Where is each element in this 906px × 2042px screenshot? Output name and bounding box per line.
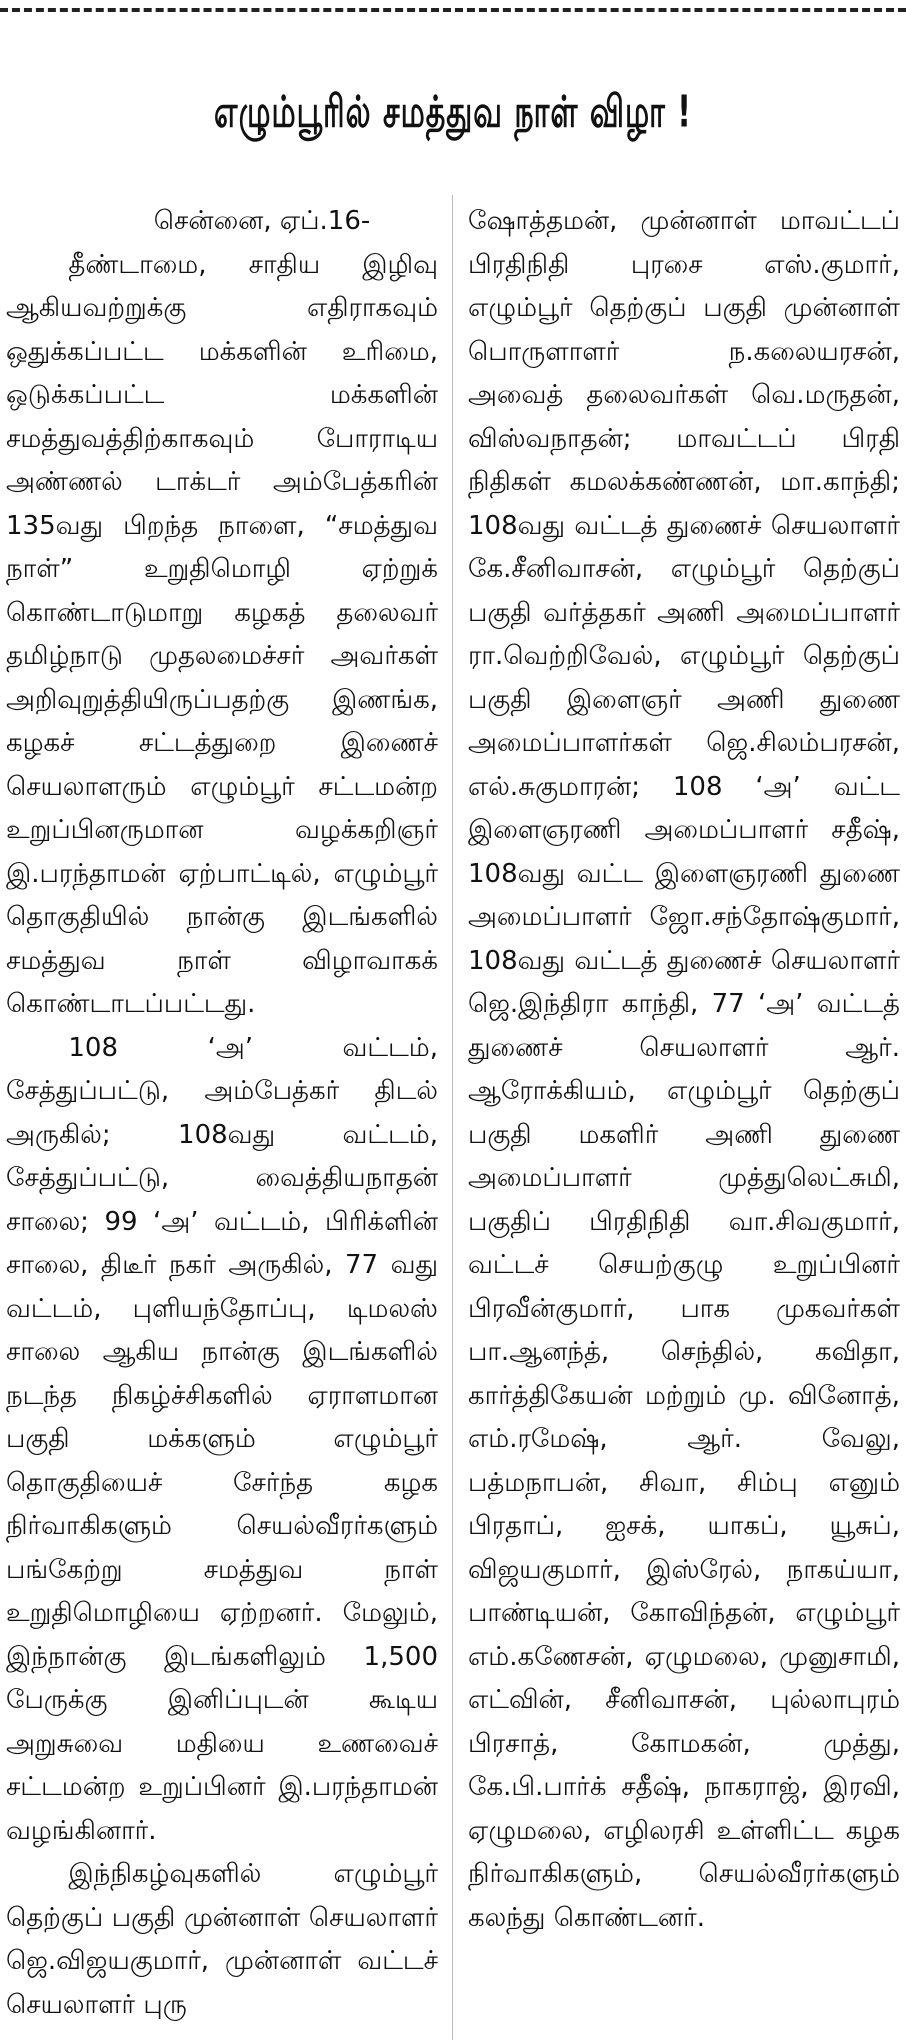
article-paragraph-4: ஷோத்தமன், முன்னாள் மாவட்டப் பிரதிநிதி புரசை எஸ்.குமார், எழும்பூர் தெற்குப் பகுதி முன்னாள் பொருளாளர் ந.கலையரசன், அவைத் தலைவர்கள் வெ.மருதன், விஸ்வநாதன்; மாவட்டப் பிரதி நிதிகள் கமலக்கண்ணன், மா.காந்தி; 108வது வட்டத் துணைச் செயலாளர் கே.சீனிவாசன், எழும்பூர் தெற்குப் பகுதி வர்த்தகர் அணி அமைப்பாளர் ரா.வெற்றிவேல், எழும்பூர் தெற்குப் பகுதி இளைஞர் அணி துணை அமைப்பாளர்கள் ஜெ.சிலம்பரசன், எல்.சுகுமாரன்; 108 ‘அ’ வட்ட இளைஞரணி அமைப்பாளர் சதீஷ், 108வது வட்ட இளைஞரணி துணை அமைப்பாளர் ஜோ.சந்தோஷ்குமார், 108வது வட்டத் துணைச் செயலாளர் ஜெ.இந்திரா காந்தி, 77 ‘அ’ வட்டத் துணைச் செயலாளர் ஆர். ஆரோக்கியம், எழும்பூர் தெற்குப் பகுதி மகளிர் அணி துணை அமைப்பாளர் முத்துலெட்சுமி, பகுதிப் பிரதிநிதி வா.சிவகுமார், வட்டச் செயற்குழு உறுப்பினர் பிரவீன்குமார், பாக முகவர்கள் பா.ஆனந்த், செந்தில், கவிதா, கார்த்திகேயன் மற்றும் மு. வினோத், எம்.ரமேஷ், ஆர். வேலு, பத்மநாபன், சிவா, சிம்பு எனும் பிரதாப், ஐசக், யாகப், யூசுப், விஜயகுமார், இஸ்ரேல், நாகய்யா, பாண்டியன், கோவிந்தன், எழும்பூர் எம்.கணேசன், ஏழுமலை, முனுசாமி, எட்வின், சீனிவாசன், புல்லாபுரம் பிரசாத், கோமகன், முத்து, கே.பி.பார்க் சதீஷ், நாகராஜ், இரவி, ஏழுமலை, எழிலரசி உள்ளிட்ட கழக நிர்வாகிகளும், செயல்வீரர்களும் கலந்து கொண்டனர். xyxy=(468,206,900,1933)
article-column-right xyxy=(468,200,900,1940)
headline: எழும்பூரில் சமத்துவ நாள் விழா ! xyxy=(214,86,692,138)
dateline: சென்னை, ஏப்.16- xyxy=(153,206,371,236)
article-paragraph-2: 108 ‘அ’ வட்டம், சேத்துப்பட்டு, அம்பேத்கர் திடல் அருகில்; 108வது வட்டம், சேத்துப்பட்டு, வைத்தியநாதன் சாலை; 99 ‘அ’ வட்டம், பிரிக்ளின் சாலை, திடீர் நகர் அருகில், 77 வது வட்டம், புளியந்தோப்பு, டிமலஸ் சாலை ஆகிய நான்கு இடங்களில் நடந்த நிகழ்ச்சிகளில் ஏராளமான பகுதி மக்களும் எழும்பூர் தொகுதியைச் சேர்ந்த கழக நிர்வாகிகளும் செயல்வீரர்களும் பங்கேற்று சமத்துவ நாள் உறுதிமொழியை ஏற்றனர். மேலும், இந்நான்கு இடங்களிலும் 1,500 பேருக்கு இனிப்புடன் கூடிய அறுசுவை மதியை உணவைச் சட்டமன்ற உறுப்பினர் இ.பரந்தாமன் வழங்கினார். xyxy=(6,1032,438,1846)
article-paragraph-1: தீண்டாமை, சாதிய இழிவு ஆகியவற்றுக்கு எதிராகவும் ஒதுக்கப்பட்ட மக்களின் உரிமை, ஒடுக்கப்பட்ட மக்களின் சமத்துவத்திற்காகவும் போராடிய அண்ணல் டாக்டர் அம்பேத்கரின் 135வது பிறந்த நாளை, “சமத்துவ நாள்” உறுதிமொழி ஏற்றுக் கொண்டாடுமாறு கழகத் தலைவர் தமிழ்நாடு முதலமைச்சர் அவர்கள் அறிவுறுத்தியிருப்பதற்கு இணங்க, கழகச் சட்டத்துறை இணைச் செயலாளரும் எழும்பூர் சட்டமன்ற உறுப்பினருமான வழக்கறிஞர் இ.பரந்தாமன் ஏற்பாட்டில், எழும்பூர் தொகுதியில் நான்கு இடங்களில் சமத்துவ நாள் விழாவாகக் கொண்டாடப்பட்டது. xyxy=(6,249,438,1019)
article-paragraph-3: இந்நிகழ்வுகளில் எழும்பூர் தெற்குப் பகுதி முன்னாள் செயலாளர் ஜெ.விஜயகுமார், முன்னாள் வட்டச் செயலாளர் புரு xyxy=(6,1859,438,2020)
column-divider xyxy=(452,195,453,2040)
article-column-left xyxy=(6,200,438,2027)
